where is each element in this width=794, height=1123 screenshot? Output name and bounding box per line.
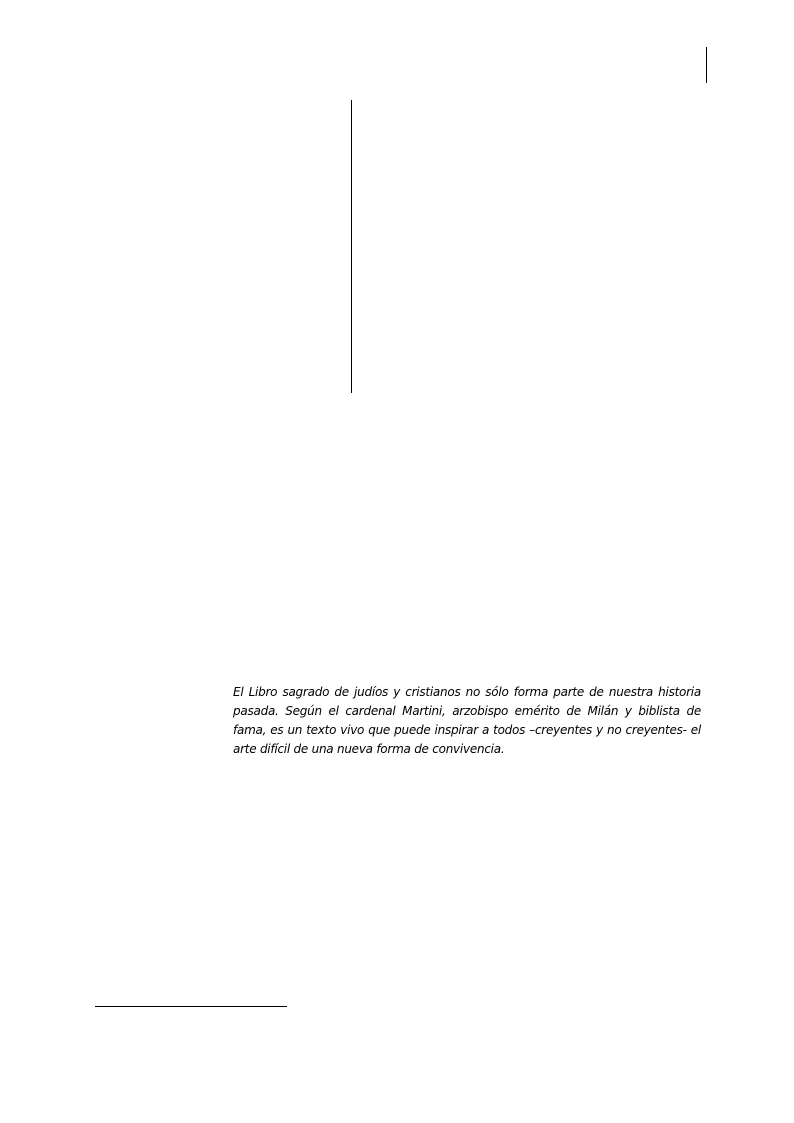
epigraph-vertical-rule xyxy=(351,100,352,393)
abstract-paragraph: El Libro sagrado de judíos y cristianos no sólo forma parte de nuestra historia pasada. Según el cardenal Martini, arzobispo emérito de Milán y biblista de fama, es un texto vivo que puede inspirar a todos –creyentes y no creyentes- el arte difícil de una nueva forma de convivencia. xyxy=(233,685,701,756)
footnote-separator xyxy=(95,1006,287,1007)
header-vertical-rule xyxy=(706,47,707,83)
